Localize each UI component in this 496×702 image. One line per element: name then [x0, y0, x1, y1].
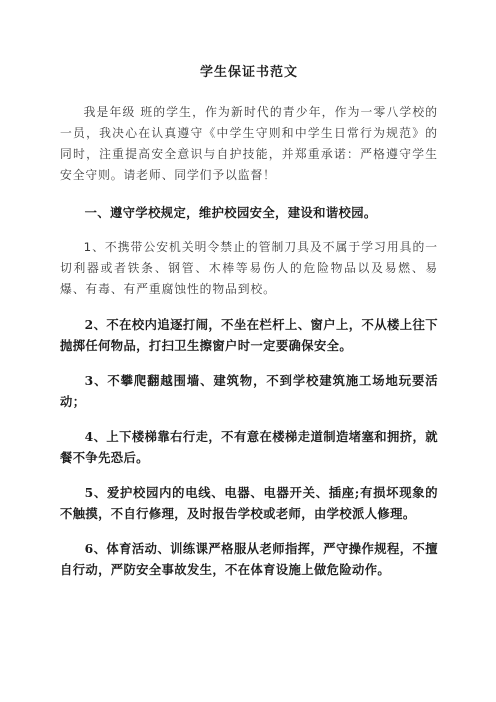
rule-item-3: 3、不攀爬翻越围墙、建筑物，不到学校建筑施工场地玩要活动；	[60, 373, 438, 409]
rule-item-4: 4、上下楼梯靠右行走，不有意在楼梯走道制造堵塞和拥挤，就餐不争先恐后。	[60, 429, 438, 465]
rule-item-6: 6、体育活动、训练课严格服从老师指挥，严守操作规程，不擅自行动，严防安全事故发生，不在体育设施上做危险动作。	[60, 541, 438, 577]
document-title: 学生保证书范文	[199, 65, 298, 80]
intro-paragraph: 我是年级 班的学生，作为新时代的青少年，作为一零八学校的一员，我决心在认真遵守《中学生守则和中学生日常行为规范》的同时，注重提高安全意识与自护技能，并郑重承诺：严格遵守学生安全守则。请老师、同学们予以监督！	[60, 105, 438, 182]
section-heading: 一、遵守学校规定，维护校园安全，建设和谐校园。	[84, 205, 377, 220]
rule-item-2: 2、不在校内追逐打闹，不坐在栏杆上、窗户上，不从楼上往下抛掷任何物品，打扫卫生擦窗户时一定要确保安全。	[60, 317, 438, 353]
rule-item-1: 1、不携带公安机关明令禁止的管制刀具及不属于学习用具的一切利器或者铁条、钢管、木棒等易伤人的危险物品以及易燃、易爆、有毒、有严重腐蚀性的物品到校。	[60, 240, 438, 296]
rule-item-5: 5、爱护校园内的电线、电器、电器开关、插座;有损坏现象的不触摸，不自行修理，及时报告学校或老师，由学校派人修理。	[60, 485, 438, 521]
